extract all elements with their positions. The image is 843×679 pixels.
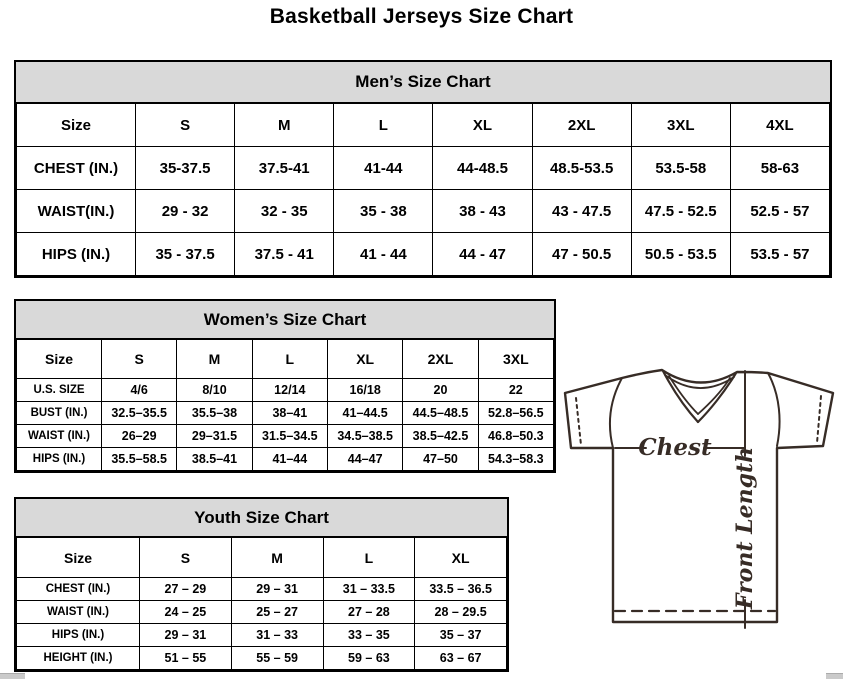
- table-row: [17, 147, 830, 190]
- size-value: 38.5–42.5: [403, 425, 478, 448]
- jersey-outline: [565, 370, 833, 622]
- row-label: HEIGHT (IN.): [17, 647, 140, 670]
- size-value: 16/18: [327, 379, 402, 402]
- table-row: [17, 425, 554, 448]
- column-header: Size: [17, 104, 136, 147]
- size-value: 53.5 - 57: [730, 233, 829, 276]
- size-value: 38.5–41: [177, 448, 252, 471]
- row-label: HIPS (IN.): [17, 448, 102, 471]
- size-value: 22: [478, 379, 553, 402]
- size-value: 55 – 59: [231, 647, 323, 670]
- row-label: WAIST (IN.): [17, 601, 140, 624]
- size-value: 58-63: [730, 147, 829, 190]
- size-value: 31 – 33.5: [323, 578, 415, 601]
- size-value: 51 – 55: [140, 647, 232, 670]
- column-header: Size: [17, 340, 102, 379]
- chest-label: Chest: [638, 434, 712, 461]
- size-value: 31.5–34.5: [252, 425, 327, 448]
- size-value: 44–47: [327, 448, 402, 471]
- size-value: 31 – 33: [231, 624, 323, 647]
- size-value: 35.5–58.5: [102, 448, 177, 471]
- youth-size-table: [16, 537, 507, 670]
- row-label: WAIST (IN.): [17, 425, 102, 448]
- womens-size-chart-title: Women’s Size Chart: [16, 301, 554, 339]
- size-value: 27 – 28: [323, 601, 415, 624]
- column-header: 3XL: [631, 104, 730, 147]
- column-header: M: [235, 104, 334, 147]
- size-value: 54.3–58.3: [478, 448, 553, 471]
- size-value: 12/14: [252, 379, 327, 402]
- column-header: S: [136, 104, 235, 147]
- size-value: 44.5–48.5: [403, 402, 478, 425]
- size-value: 29–31.5: [177, 425, 252, 448]
- mens-size-table: [16, 103, 830, 276]
- column-header: XL: [327, 340, 402, 379]
- size-value: 25 – 27: [231, 601, 323, 624]
- table-row: [17, 578, 507, 601]
- youth-size-chart: [14, 497, 509, 672]
- column-header: 2XL: [403, 340, 478, 379]
- column-header: XL: [433, 104, 532, 147]
- size-value: 32 - 35: [235, 190, 334, 233]
- size-value: 48.5-53.5: [532, 147, 631, 190]
- table-row: [17, 379, 554, 402]
- row-label: CHEST (IN.): [17, 147, 136, 190]
- column-header: Size: [17, 538, 140, 578]
- column-header: M: [177, 340, 252, 379]
- table-row: [17, 402, 554, 425]
- size-value: 41-44: [334, 147, 433, 190]
- row-label: BUST (IN.): [17, 402, 102, 425]
- mens-size-chart-title: Men’s Size Chart: [16, 62, 830, 103]
- womens-size-table: [16, 339, 554, 471]
- column-header: XL: [415, 538, 507, 578]
- size-value: 47.5 - 52.5: [631, 190, 730, 233]
- jersey-measurement-diagram: [552, 358, 843, 653]
- size-value: 52.5 - 57: [730, 190, 829, 233]
- column-header: 3XL: [478, 340, 553, 379]
- page-title: Basketball Jerseys Size Chart: [269, 5, 574, 28]
- scrollbar-fragment-left[interactable]: [0, 673, 25, 679]
- size-value: 29 – 31: [231, 578, 323, 601]
- table-row: [17, 647, 507, 670]
- size-value: 46.8–50.3: [478, 425, 553, 448]
- size-value: 37.5 - 41: [235, 233, 334, 276]
- size-value: 32.5–35.5: [102, 402, 177, 425]
- size-value: 41–44.5: [327, 402, 402, 425]
- size-value: 35 - 38: [334, 190, 433, 233]
- column-header: S: [140, 538, 232, 578]
- size-value: 63 – 67: [415, 647, 507, 670]
- table-row: [17, 190, 830, 233]
- size-value: 33.5 – 36.5: [415, 578, 507, 601]
- size-value: 43 - 47.5: [532, 190, 631, 233]
- size-value: 37.5-41: [235, 147, 334, 190]
- size-value: 33 – 35: [323, 624, 415, 647]
- size-value: 38–41: [252, 402, 327, 425]
- column-header: L: [323, 538, 415, 578]
- size-value: 50.5 - 53.5: [631, 233, 730, 276]
- column-header: M: [231, 538, 323, 578]
- front-length-label: Front Length: [732, 446, 758, 610]
- table-row: [17, 233, 830, 276]
- size-value: 59 – 63: [323, 647, 415, 670]
- size-value: 24 – 25: [140, 601, 232, 624]
- row-label: U.S. SIZE: [17, 379, 102, 402]
- table-row: [17, 624, 507, 647]
- size-value: 53.5-58: [631, 147, 730, 190]
- row-label: WAIST(IN.): [17, 190, 136, 233]
- youth-size-chart-title: Youth Size Chart: [16, 499, 507, 537]
- size-value: 29 – 31: [140, 624, 232, 647]
- size-value: 8/10: [177, 379, 252, 402]
- size-value: 41–44: [252, 448, 327, 471]
- size-value: 20: [403, 379, 478, 402]
- header-row: [17, 104, 830, 147]
- size-value: 35.5–38: [177, 402, 252, 425]
- size-value: 44 - 47: [433, 233, 532, 276]
- size-value: 47–50: [403, 448, 478, 471]
- size-value: 29 - 32: [136, 190, 235, 233]
- column-header: L: [252, 340, 327, 379]
- column-header: 2XL: [532, 104, 631, 147]
- mens-size-chart: [14, 60, 832, 278]
- size-value: 35 - 37.5: [136, 233, 235, 276]
- row-label: CHEST (IN.): [17, 578, 140, 601]
- size-value: 38 - 43: [433, 190, 532, 233]
- table-row: [17, 448, 554, 471]
- column-header: 4XL: [730, 104, 829, 147]
- size-value: 35 – 37: [415, 624, 507, 647]
- scrollbar-fragment-right[interactable]: [826, 673, 843, 679]
- row-label: HIPS (IN.): [17, 233, 136, 276]
- size-value: 26–29: [102, 425, 177, 448]
- size-value: 28 – 29.5: [415, 601, 507, 624]
- size-value: 4/6: [102, 379, 177, 402]
- size-value: 47 - 50.5: [532, 233, 631, 276]
- table-row: [17, 601, 507, 624]
- size-value: 35-37.5: [136, 147, 235, 190]
- column-header: L: [334, 104, 433, 147]
- womens-size-chart: [14, 299, 556, 473]
- size-value: 27 – 29: [140, 578, 232, 601]
- column-header: S: [102, 340, 177, 379]
- header-row: [17, 340, 554, 379]
- size-value: 52.8–56.5: [478, 402, 553, 425]
- size-value: 34.5–38.5: [327, 425, 402, 448]
- size-value: 44-48.5: [433, 147, 532, 190]
- header-row: [17, 538, 507, 578]
- row-label: HIPS (IN.): [17, 624, 140, 647]
- size-value: 41 - 44: [334, 233, 433, 276]
